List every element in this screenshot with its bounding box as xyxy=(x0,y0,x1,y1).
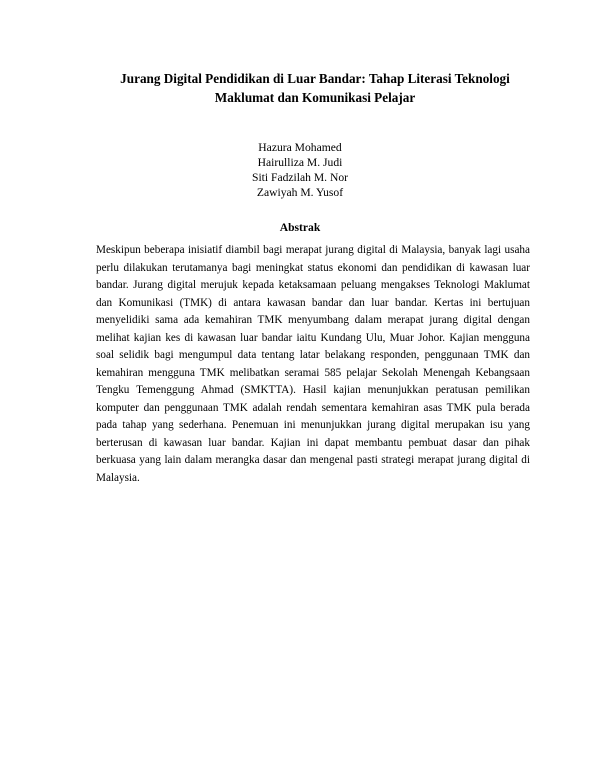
paper-title xyxy=(100,70,530,107)
author-name: Siti Fadzilah M. Nor xyxy=(252,171,348,184)
author-list xyxy=(0,140,600,200)
paper-title-line-2: Maklumat dan Komunikasi Pelajar xyxy=(214,89,416,105)
abstract-heading: Abstrak xyxy=(279,221,321,234)
paper-title-line-1: Jurang Digital Pendidikan di Luar Bandar: Tahap Literasi Teknologi xyxy=(120,71,510,86)
author-name: Zawiyah M. Yusof xyxy=(256,186,344,199)
author-name: Hazura Mohamed xyxy=(258,141,342,154)
abstract-body: Meskipun beberapa inisiatif diambil bagi merapat jurang digital di Malaysia, banyak lagi usaha perlu dilakukan terutamanya bagi meningkat status ekonomi dan pendidikan di kawasan luar bandar. Jurang digital merujuk kepada ketaksamaan peluang mengakses Teknologi Maklumat dan Komunikasi (TMK) di antara kawasan bandar dan luar bandar. Kertas ini bertujuan menyelidiki sama ada kemahiran TMK menyumbang dalam merapat jurang digital dengan melihat kajian kes di kawasan luar bandar iaitu Kundang Ulu, Muar Johor. Kajian mengguna soal selidik bagi mengumpul data tentang latar belakang responden, penggunaan TMK dan kemahiran mengguna TMK melibatkan seramai 585 pelajar Sekolah Menengah Kebangsaan Tengku Temenggung Ahmad (SMKTTA). Hasil kajian menunjukkan peratusan pemilikan komputer dan penggunaan TMK adalah rendah sementara kemahiran asas TMK pula berada pada tahap yang sederhana. Penemuan ini menunjukkan jurang digital merupakan isu yang berterusan di kawasan luar bandar. Kajian ini dapat membantu pembuat dasar dan pihak berkuasa yang lain dalam merangka dasar dan mengenal pasti strategi merapat jurang digital di Malaysia. xyxy=(96,244,530,484)
author-name: Hairulliza M. Judi xyxy=(257,156,343,169)
